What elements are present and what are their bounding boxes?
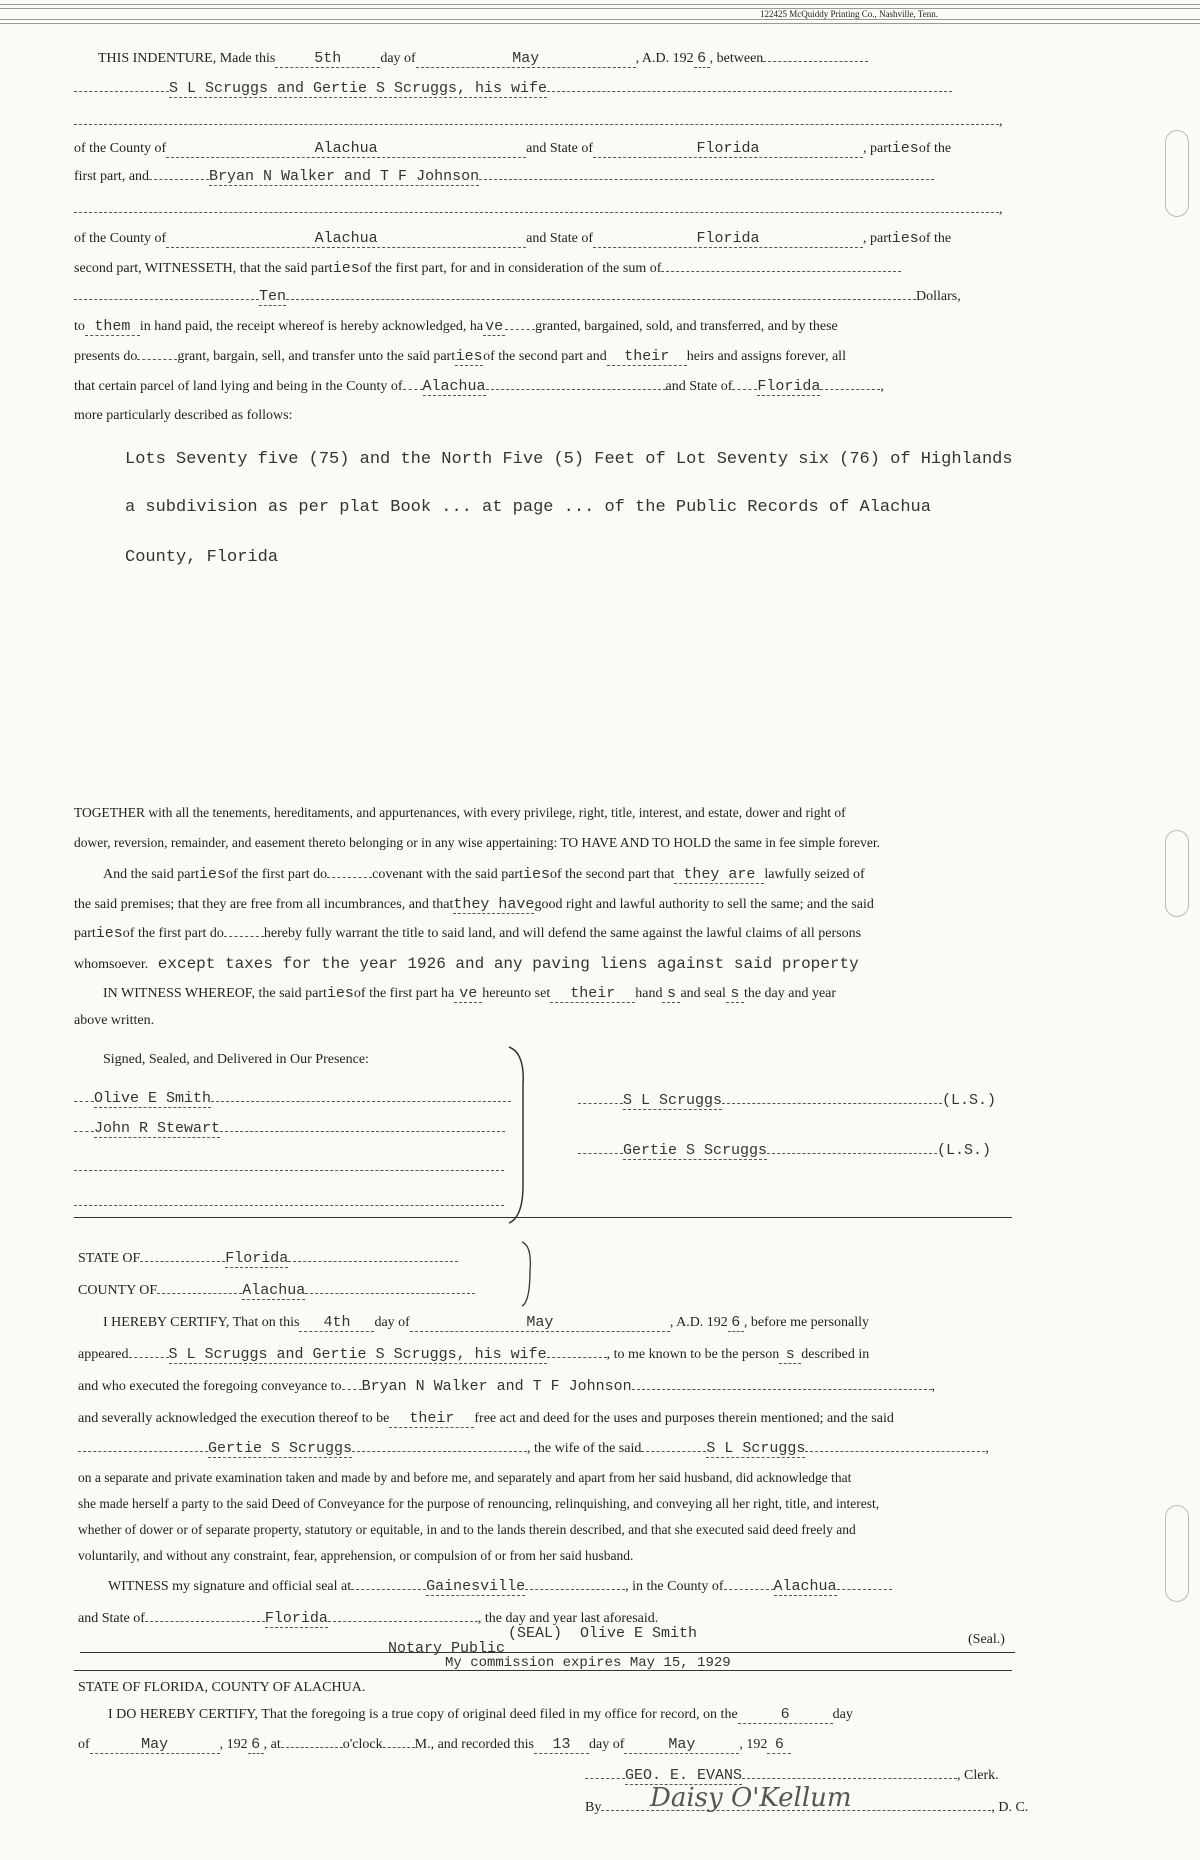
witness-name: John R Stewart <box>94 1120 221 1137</box>
witness-line <box>74 1090 511 1107</box>
described-label: more particularly described as follows: <box>74 408 293 423</box>
ack-county: Alachua <box>242 1282 306 1299</box>
ack-grantees: Bryan N Walker and T F Johnson <box>361 1378 632 1395</box>
notary-title: Notary Public <box>388 1640 506 1657</box>
ack-day: 4th <box>299 1314 374 1332</box>
exception-line: whomsoever. except taxes for the year 1926 and any paving liens against said property <box>74 955 859 973</box>
signed-label: Signed, Sealed, and Delivered in Our Presence: <box>103 1052 369 1067</box>
signer-name: Gertie S Scruggs <box>623 1142 768 1159</box>
grantee-county-line: of the County of Alachua and State of Florida , partiesof the <box>74 230 952 247</box>
grantee-names: Bryan N Walker and T F Johnson <box>209 168 480 185</box>
grantor-names: S L Scruggs and Gertie S Scruggs, his wife <box>169 80 548 97</box>
notary-signature-rule <box>80 1652 1015 1653</box>
wife-line: Gertie S Scruggs , the wife of the said S L Scruggs , <box>78 1440 989 1457</box>
ack-month: May <box>410 1314 670 1332</box>
punch-hole <box>1165 1505 1189 1602</box>
signer-line <box>578 1092 996 1109</box>
deed-day: 5th <box>275 50 380 68</box>
notary-signature: (SEAL) Olive E Smith <box>508 1625 698 1642</box>
ack-county-line: COUNTY OF Alachua <box>78 1282 475 1299</box>
land-state: Florida <box>757 378 821 395</box>
deed-year-digit: 6 <box>694 50 710 68</box>
recording-certify-line: I DO HEREBY CERTIFY, That the foregoing is a true copy of original deed filed in my office for record, on the 6 day <box>108 1706 853 1723</box>
notary-county: Alachua <box>773 1578 837 1595</box>
printer-imprint: 122425 McQuiddy Printing Co., Nashville, Tenn. <box>760 9 938 19</box>
witness-line <box>74 1120 505 1137</box>
clerk-line: GEO. E. EVANS , Clerk. <box>585 1767 999 1784</box>
sum-line: Ten Dollars, <box>74 288 961 305</box>
covenant-line-2: the said premises; that they are free from all incumbrances, and thatthey havegood right and lawful authority to sell the same; and the said <box>74 896 874 913</box>
notary-seal-label: (Seal.) <box>968 1632 1005 1647</box>
clerk-name: GEO. E. EVANS <box>625 1767 743 1784</box>
above-written: above written. <box>74 1013 155 1028</box>
recording-heading: STATE OF FLORIDA, COUNTY OF ALACHUA. <box>78 1680 366 1695</box>
grantees-line: first part, and Bryan N Walker and T F Johnson <box>74 168 934 185</box>
deputy-signature: Daisy O'Kellum <box>650 1783 852 1813</box>
receipt-line: to them in hand paid, the receipt whereof is hereby acknowledged, ha ve granted, bargained, sold, and transferred, and by these <box>74 318 838 335</box>
section-divider <box>74 1217 1012 1218</box>
husband-name: S L Scruggs <box>706 1440 806 1457</box>
blank-line: , <box>74 202 1003 218</box>
signer-line <box>578 1142 991 1159</box>
witness-name: Olive E Smith <box>94 1090 212 1107</box>
state-brace <box>518 1240 538 1308</box>
top-rule <box>0 8 1200 9</box>
punch-hole <box>1165 830 1189 917</box>
notary-city: Gainesville <box>426 1578 526 1595</box>
ack-paragraph: whether of dower or of separate property, statutory or equitable, in and to the lands therein described, and that she executed said deed freely and <box>78 1522 856 1537</box>
punch-hole <box>1165 130 1189 217</box>
deed-month: May <box>416 50 636 68</box>
wife-name: Gertie S Scruggs <box>208 1440 353 1457</box>
parcel-line: that certain parcel of land lying and being in the County of Alachua and State of Florida , <box>74 378 884 395</box>
notary-name: Olive E Smith <box>580 1625 698 1642</box>
signer-name: S L Scruggs <box>623 1092 723 1109</box>
signer-seal: (L.S.) <box>937 1142 992 1159</box>
grantee-county: Alachua <box>166 230 526 248</box>
recorded-month: May <box>624 1736 739 1754</box>
grantor-county: Alachua <box>166 140 526 158</box>
blank-line: , <box>74 114 1003 130</box>
filed-day: 6 <box>738 1706 833 1724</box>
filed-month: May <box>90 1736 220 1754</box>
recorded-day: 13 <box>534 1736 589 1754</box>
ack-paragraph: she made herself a party to the said Deed of Conveyance for the purpose of renouncing, relinquishing, and conveying all her right, title, and interest, <box>78 1496 880 1511</box>
signature-brace <box>505 1045 535 1225</box>
tax-exception: except taxes for the year 1926 and any paving liens against said property <box>157 955 859 973</box>
notary-state: Florida <box>264 1610 328 1627</box>
together-line-2: dower, reversion, remainder, and easement thereto belonging or in any wise appertaining: TO HAVE AND TO HOLD the same in fee simple forever. <box>74 835 880 850</box>
acknowledged-line: and severally acknowledged the execution thereof to be their free act and deed for the uses and purposes therein mentioned; and the said <box>78 1410 894 1427</box>
covenant-line-3: partiesof the first part do hereby fully warrant the title to said land, and will defend the same against the lawful claims of all persons <box>74 925 862 942</box>
land-county: Alachua <box>422 378 486 395</box>
grantee-state: Florida <box>593 230 863 248</box>
description-line: a subdivision as per plat Book ... at page ... of the Public Records of Alachua <box>125 498 931 517</box>
section-divider <box>74 1670 1012 1671</box>
grantor-state: Florida <box>593 140 863 158</box>
grantor-part-suffix: ies <box>891 140 919 157</box>
covenant-line-1: And the said partiesof the first part do covenant with the said partiesof the second part that they are lawfully seized of <box>103 866 865 883</box>
description-line: Lots Seventy five (75) and the North Five (5) Feet of Lot Seventy six (76) of Highlands <box>125 450 1013 469</box>
grantor-county-line: of the County of Alachua and State of Florida , partiesof the <box>74 140 952 157</box>
together-line-1: TOGETHER with all the tenements, hereditaments, and appurtenances, with every privilege, right, title, interest, and estate, dower and right of <box>74 805 846 820</box>
appeared-names: S L Scruggs and Gertie S Scruggs, his wife <box>168 1346 547 1363</box>
ack-paragraph: on a separate and private examination taken and made by and before me, and separately and apart from her said husband, did acknowledge that <box>78 1470 852 1485</box>
recording-date-line: of May , 192 6 , at o'clock M., and recorded this 13 day of May , 192 6 <box>78 1736 791 1754</box>
notary-state-line: and State of Florida , the day and year last aforesaid. <box>78 1610 659 1627</box>
top-rule <box>0 23 1200 24</box>
ack-state-line: STATE OF Florida <box>78 1250 458 1267</box>
appeared-line: appeared S L Scruggs and Gertie S Scruggs, his wife , to me known to be the person s described in <box>78 1346 870 1363</box>
certify-line: I HEREBY CERTIFY, That on this 4th day of May , A.D. 192 6 , before me personally <box>103 1314 869 1331</box>
transfer-line: presents do grant, bargain, sell, and transfer unto the said partiesof the second part and their heirs and assigns forever, all <box>74 348 846 365</box>
witness-line <box>74 1160 504 1176</box>
in-witness-line: IN WITNESS WHEREOF, the said partiesof the first part ha ve hereunto set their hand s and seal s the day and year <box>103 985 837 1002</box>
witnesseth-line: second part, WITNESSETH, that the said partiesof the first part, for and in consideration of the sum of <box>74 260 901 277</box>
witness-line <box>74 1195 504 1211</box>
top-rule <box>0 19 1200 20</box>
signer-seal: (L.S.) <box>942 1092 997 1109</box>
notary-commission: My commission expires May 15, 1929 <box>445 1655 731 1671</box>
grantors-line <box>74 80 952 97</box>
deputy-line: By , D. C. <box>585 1800 1029 1815</box>
description-line: County, Florida <box>125 548 279 567</box>
consideration-sum: Ten <box>259 288 287 305</box>
witness-seal-line: WITNESS my signature and official seal at Gainesville , in the County of Alachua <box>108 1578 892 1595</box>
ack-state: Florida <box>225 1250 289 1267</box>
top-rule <box>0 4 1200 5</box>
ack-paragraph: voluntarily, and without any constraint, fear, apprehension, or compulsion of or from her said husband. <box>78 1548 634 1563</box>
indenture-line: THIS INDENTURE, Made this 5th day of May , A.D. 192 6 , between <box>98 50 868 68</box>
executed-line: and who executed the foregoing conveyance to Bryan N Walker and T F Johnson , <box>78 1378 936 1395</box>
paid-to: them <box>85 318 140 336</box>
